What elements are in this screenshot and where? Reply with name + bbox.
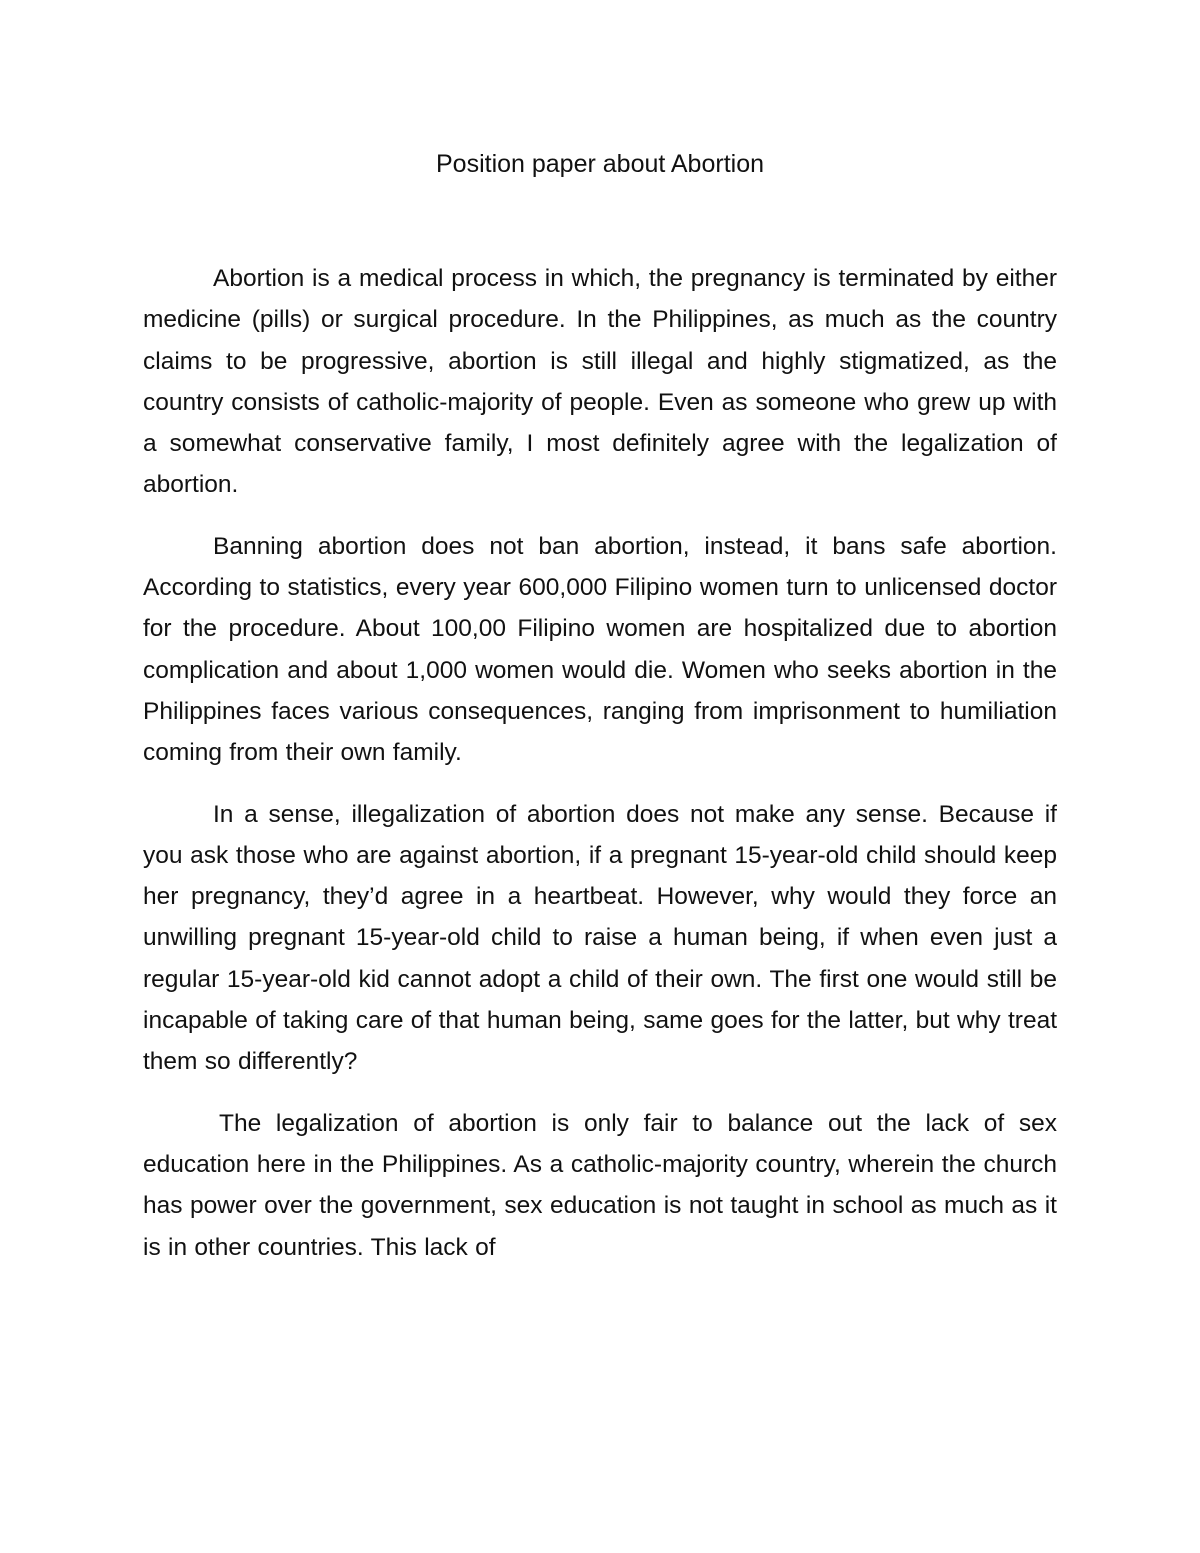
paragraph-3: In a sense, illegalization of abortion does not make any sense. Because if you ask those who are against abortion, if a pregnant 15-year-old child should keep her pregnancy, they’d agree in a heartbeat. However, why would they force an unwilling pregnant 15-year-old child to raise a human being, if when even just a regular 15-year-old kid cannot adopt a child of their own. The first one would still be incapable of taking care of that human being, same goes for the latter, but why treat them so differently? (143, 800, 1057, 1076)
paragraph-2: Banning abortion does not ban abortion, instead, it bans safe abortion. According to statistics, every year 600,000 Filipino women turn to unlicensed doctor for the procedure. About 100,00 Filipino women are hospitalized due to abortion complication and about 1,000 women would die. Women who seeks abortion in the Philippines faces various consequences, ranging from imprisonment to humiliation coming from their own family. (143, 532, 1057, 767)
paragraph-1: Abortion is a medical process in which, the pregnancy is terminated by either medicine (pills) or surgical procedure. In the Philippines, as much as the country claims to be progressive, abortion is still illegal and highly stigmatized, as the country consists of catholic-majority of people. Even as someone who grew up with a somewhat conservative family, I most definitely agree with the legalization of abortion. (143, 265, 1057, 499)
document-body (143, 258, 1057, 1268)
paragraph-4: The legalization of abortion is only fair to balance out the lack of sex education here in the Philippines. As a catholic-majority country, wherein the church has power over the government, sex education is not taught in school as much as it is in other countries. This lack of (143, 1109, 1057, 1261)
document-title: Position paper about Abortion (435, 150, 764, 178)
